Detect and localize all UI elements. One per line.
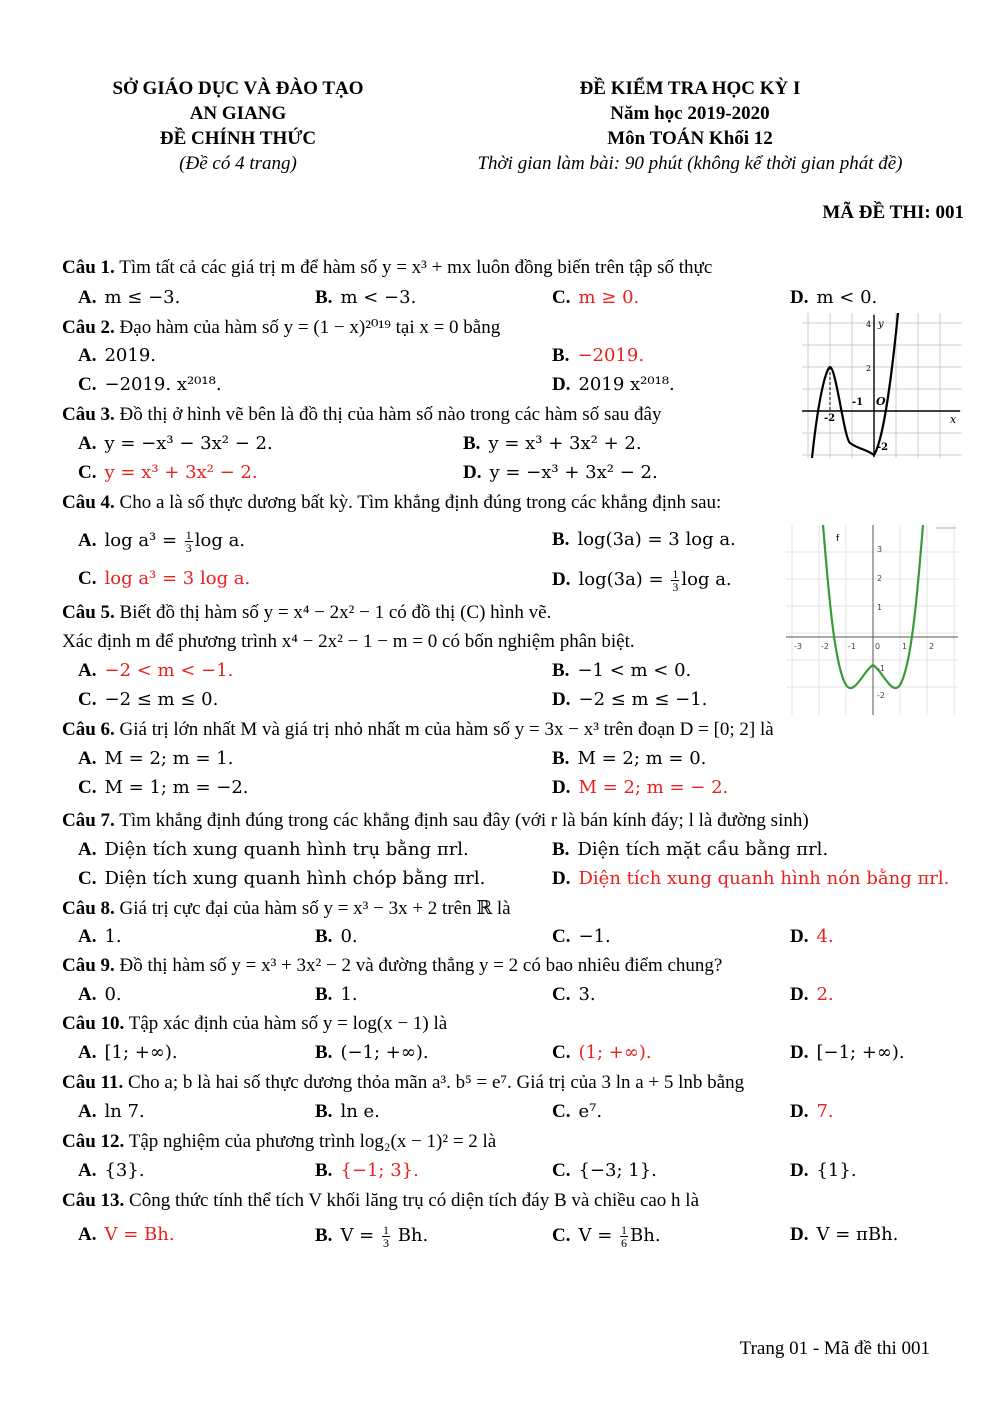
- option-letter: A.: [78, 287, 97, 308]
- question-13-option-b[interactable]: [315, 1224, 428, 1249]
- option-text: e⁷.: [578, 1101, 603, 1122]
- fraction: [382, 1224, 390, 1249]
- option-letter: D.: [552, 374, 571, 395]
- option-text: 1.: [104, 926, 122, 947]
- question-label: Câu 5.: [62, 602, 115, 623]
- option-letter: B.: [552, 660, 570, 681]
- option-letter: D.: [790, 1224, 809, 1245]
- option-text: y = x³ + 3x² − 2.: [104, 462, 258, 483]
- question-5-stem: [62, 602, 551, 624]
- option-letter: D.: [552, 868, 571, 889]
- question-label: Câu 8.: [62, 898, 115, 919]
- question-8-option-a[interactable]: [78, 926, 122, 948]
- question-11-option-d[interactable]: [790, 1101, 834, 1123]
- option-text: y = x³ + 3x² + 2.: [488, 433, 642, 454]
- option-letter: B.: [315, 984, 333, 1005]
- question-text: Công thức tính thể tích V khối lăng trụ có diện tích đáy B và chiều cao h là: [129, 1190, 700, 1211]
- option-text: ln e.: [340, 1101, 380, 1122]
- question-11-option-a[interactable]: [78, 1101, 145, 1123]
- question-7-option-b[interactable]: [552, 839, 828, 861]
- question-13-option-a[interactable]: [78, 1224, 175, 1246]
- question-10-option-a[interactable]: [78, 1042, 178, 1064]
- option-letter: A.: [78, 1042, 97, 1063]
- option-letter: C.: [78, 777, 97, 798]
- option-text: M = 2; m = 0.: [577, 748, 707, 769]
- tick-x-minus3: -3: [794, 642, 802, 651]
- option-letter: C.: [78, 689, 97, 710]
- option-text: {1}.: [816, 1160, 857, 1181]
- tick-minus1: -1: [852, 397, 864, 408]
- question-12-option-b[interactable]: [315, 1160, 419, 1182]
- option-text: M = 2; m = 1.: [104, 748, 234, 769]
- question-label: Câu 13.: [62, 1190, 125, 1211]
- option-letter: C.: [552, 1224, 571, 1246]
- header-right: [440, 76, 940, 176]
- option-letter: D.: [790, 1042, 809, 1063]
- option-letter: B.: [315, 1160, 333, 1181]
- option-letter: A.: [78, 1101, 97, 1122]
- cubic-curve: [812, 313, 898, 458]
- question-8-option-d[interactable]: [790, 926, 834, 948]
- question-4-stem: [62, 492, 721, 514]
- option-text: m < −3.: [340, 287, 417, 308]
- question-4-option-b[interactable]: [552, 529, 736, 551]
- option-text: 2019.: [104, 345, 157, 366]
- question-8-stem: [62, 897, 511, 920]
- option-letter: D.: [790, 1160, 809, 1181]
- question-9-option-c[interactable]: [552, 984, 596, 1006]
- question-text: Tìm khẳng định đúng trong các khẳng định sau đây (với r là bán kính đáy; l là đường sinh): [119, 810, 809, 831]
- question-10-option-b[interactable]: [315, 1042, 429, 1064]
- fraction: [671, 568, 679, 593]
- option-letter: A.: [78, 660, 97, 681]
- question-text: Tập xác định của hàm số y = log(x − 1) là: [128, 1013, 448, 1034]
- school-year: Năm học 2019-2020: [610, 103, 770, 124]
- page-footer: Trang 01 - Mã đề thi 001: [739, 1338, 930, 1359]
- option-letter: A.: [78, 984, 97, 1005]
- tick-x-minus2: -2: [821, 642, 829, 651]
- option-letter: D.: [790, 287, 809, 308]
- option-letter: C.: [78, 868, 97, 889]
- option-text: −1.: [578, 926, 611, 947]
- option-text: −2 ≤ m ≤ −1.: [578, 689, 708, 710]
- option-letter: C.: [552, 926, 571, 947]
- question-3-option-a[interactable]: [78, 433, 273, 455]
- option-letter: B.: [552, 529, 570, 550]
- option-text: log(3a) = 3 log a.: [577, 529, 736, 550]
- question-6-option-b[interactable]: [552, 748, 706, 770]
- fraction-numerator: 1: [382, 1223, 389, 1237]
- option-text: {−1; 3}.: [340, 1160, 419, 1181]
- option-text: Diện tích xung quanh hình trụ bằng πrl.: [104, 839, 469, 860]
- question-1-stem: [62, 257, 712, 279]
- question-5-option-c[interactable]: [78, 689, 218, 711]
- option-letter: B.: [315, 287, 333, 308]
- question-4-option-c[interactable]: [78, 568, 250, 590]
- option-letter: A.: [78, 345, 97, 366]
- question-13-stem: [62, 1190, 699, 1212]
- option-text-tail: Bh.: [630, 1224, 661, 1246]
- department-name: SỞ GIÁO DỤC VÀ ĐÀO TẠO: [112, 78, 364, 99]
- fraction-denominator: 3: [382, 1236, 389, 1250]
- fraction-numerator: 1: [621, 1223, 628, 1237]
- option-letter: A.: [78, 839, 97, 860]
- fraction: [620, 1224, 628, 1249]
- question-9-option-b[interactable]: [315, 984, 358, 1006]
- option-text: Diện tích mặt cầu bằng πrl.: [577, 839, 829, 860]
- option-letter: D.: [463, 462, 482, 483]
- option-text: M = 1; m = −2.: [104, 777, 249, 798]
- option-letter: D.: [790, 1101, 809, 1122]
- question-1-option-b[interactable]: [315, 287, 416, 309]
- question-2-stem: [62, 316, 500, 339]
- question-9-option-d[interactable]: [790, 984, 834, 1006]
- time-limit: Thời gian làm bài: 90 phút (không kể thời gian phát đề): [477, 153, 903, 174]
- option-letter: A.: [78, 1224, 97, 1245]
- y-axis-label: y: [878, 319, 884, 330]
- option-text: (1; +∞).: [578, 1042, 652, 1063]
- question-7-stem: [62, 810, 809, 832]
- question-3-stem: [62, 404, 661, 426]
- question-6-option-a[interactable]: [78, 748, 233, 770]
- option-letter: B.: [552, 839, 570, 860]
- question-4-option-d[interactable]: [552, 568, 732, 593]
- question-3-option-d[interactable]: [463, 462, 658, 484]
- option-text-tail: Bh.: [391, 1224, 429, 1246]
- option-letter: C.: [78, 374, 97, 395]
- question-label: Câu 11.: [62, 1072, 124, 1093]
- option-text: V = πBh.: [816, 1224, 899, 1245]
- question-text: Giá trị lớn nhất M và giá trị nhỏ nhất m của hàm số y = 3x − x³ trên đoạn D = [0; 2] là: [119, 719, 774, 740]
- option-text: 7.: [816, 1101, 834, 1122]
- question-12-stem: [62, 1131, 496, 1153]
- option-text: [1; +∞).: [104, 1042, 178, 1063]
- option-text: ln 7.: [104, 1101, 145, 1122]
- option-text: Diện tích xung quanh hình nón bằng πrl.: [578, 868, 950, 889]
- question-4-option-a[interactable]: [78, 529, 245, 554]
- option-text: V =: [340, 1224, 380, 1246]
- option-letter: B.: [552, 345, 570, 366]
- question-7-option-d[interactable]: [552, 868, 949, 890]
- question-text: Tìm tất cả các giá trị m để hàm số y = x³ + mx luôn đồng biến trên tập số thực: [119, 257, 713, 278]
- option-letter: B.: [315, 1224, 333, 1246]
- question-text: Đồ thị hàm số y = x³ + 3x² − 2 và đường thẳng y = 2 có bao nhiêu điểm chung?: [119, 955, 723, 976]
- question-3-option-c[interactable]: [78, 462, 258, 484]
- option-letter: A.: [78, 748, 97, 769]
- option-text: 2019 x²⁰¹⁸.: [578, 374, 675, 395]
- option-text: −2 ≤ m ≤ 0.: [104, 689, 219, 710]
- option-text: m ≥ 0.: [578, 287, 640, 308]
- question-5-option-b[interactable]: [552, 660, 691, 682]
- question-5-option-d[interactable]: [552, 689, 707, 711]
- question-text: Tập nghiệm của phương trình log₂(x − 1)² = 2 là: [128, 1131, 497, 1152]
- fraction-numerator: 1: [185, 528, 192, 542]
- fraction-denominator: 6: [621, 1236, 628, 1250]
- option-letter: B.: [315, 926, 333, 947]
- option-letter: B.: [315, 1101, 333, 1122]
- option-text: log(3a) =: [578, 568, 670, 590]
- origin-label: O: [876, 395, 886, 408]
- option-letter: D.: [790, 926, 809, 947]
- x-axis-label: x: [950, 413, 957, 426]
- option-text: −1 < m < 0.: [577, 660, 692, 681]
- question-8-option-c[interactable]: [552, 926, 611, 948]
- option-letter: C.: [78, 462, 97, 483]
- option-text: (−1; +∞).: [340, 1042, 429, 1063]
- question-10-option-d[interactable]: [790, 1042, 905, 1064]
- subject: Môn TOÁN Khối 12: [607, 128, 773, 149]
- option-letter: B.: [552, 748, 570, 769]
- option-letter: D.: [790, 984, 809, 1005]
- option-text: y = −x³ − 3x² − 2.: [104, 433, 273, 454]
- option-text: log a³ = 3 log a.: [104, 568, 251, 589]
- option-text: −2 < m < −1.: [104, 660, 234, 681]
- question-10-stem: [62, 1013, 447, 1035]
- option-letter: D.: [552, 568, 571, 590]
- question-11-option-b[interactable]: [315, 1101, 380, 1123]
- option-text: [−1; +∞).: [816, 1042, 905, 1063]
- tick-x0: 0: [875, 642, 881, 651]
- question-label: Câu 2.: [62, 317, 115, 338]
- option-text-tail: log a.: [681, 568, 732, 590]
- question-2-option-d[interactable]: [552, 374, 675, 396]
- question-label: Câu 12.: [62, 1131, 125, 1152]
- option-letter: D.: [552, 689, 571, 710]
- question-12-option-d[interactable]: [790, 1160, 857, 1182]
- fraction-numerator: 1: [672, 567, 679, 581]
- question-1-option-a[interactable]: [78, 287, 180, 309]
- question-text: Giá trị cực đại của hàm số y = x³ − 3x + 2 trên ℝ là: [119, 898, 511, 919]
- question-3-option-b[interactable]: [463, 433, 642, 455]
- grid: [802, 313, 962, 458]
- option-text: y = −x³ + 3x² − 2.: [489, 462, 658, 483]
- question-6-stem: [62, 719, 774, 741]
- option-text: 0.: [340, 926, 358, 947]
- option-letter: C.: [552, 1042, 571, 1063]
- question-11-option-c[interactable]: [552, 1101, 602, 1123]
- exam-code: MÃ ĐỀ THI: 001: [822, 202, 964, 223]
- question-label: Câu 4.: [62, 492, 115, 513]
- question-8-option-b[interactable]: [315, 926, 358, 948]
- option-text: V = Bh.: [104, 1224, 175, 1245]
- page-count: (Đề có 4 trang): [179, 153, 297, 174]
- official-label: ĐỀ CHÍNH THỨC: [159, 128, 317, 149]
- question-12-option-c[interactable]: [552, 1160, 657, 1182]
- option-text: m < 0.: [816, 287, 878, 308]
- question-text: Biết đồ thị hàm số y = x⁴ − 2x² − 1 có đồ thị (C) hình vẽ.: [119, 602, 552, 623]
- option-letter: A.: [78, 529, 97, 551]
- tick-y-minus2: -2: [877, 442, 889, 453]
- question-text: Đồ thị ở hình vẽ bên là đồ thị của hàm số nào trong các hàm số sau đây: [119, 404, 662, 425]
- option-letter: A.: [78, 926, 97, 947]
- question-11-stem: [62, 1072, 744, 1094]
- tick-y2: 2: [866, 364, 872, 373]
- exam-title: ĐỀ KIỂM TRA HỌC KỲ I: [579, 78, 801, 99]
- question-5-option-a[interactable]: [78, 660, 233, 682]
- question-label: Câu 6.: [62, 719, 115, 740]
- option-text: −2019.: [577, 345, 645, 366]
- question-13-option-c[interactable]: [552, 1224, 661, 1249]
- option-text: V =: [578, 1224, 619, 1246]
- option-text-tail: log a.: [194, 529, 246, 551]
- tick-y-minus2: -2: [877, 691, 885, 700]
- question-2-option-c[interactable]: [78, 374, 222, 396]
- question-label: Câu 3.: [62, 404, 115, 425]
- tick-y3: 3: [877, 545, 883, 554]
- question-label: Câu 10.: [62, 1013, 125, 1034]
- province-name: AN GIANG: [189, 103, 287, 124]
- question-text: Đạo hàm của hàm số y = (1 − x)²⁰¹⁹ tại x = 0 bằng: [119, 317, 501, 338]
- option-text: −2019. x²⁰¹⁸.: [104, 374, 222, 395]
- option-text: 2.: [816, 984, 834, 1005]
- quartic-graph-figure: [786, 525, 958, 715]
- option-letter: A.: [78, 433, 97, 454]
- question-1-option-d[interactable]: [790, 287, 877, 309]
- option-text: 3.: [578, 984, 596, 1005]
- question-2-option-a[interactable]: [78, 345, 156, 367]
- option-text: log a³ =: [104, 529, 183, 551]
- option-text: M = 2; m = − 2.: [578, 777, 729, 798]
- tick-y-minus1: -1: [877, 664, 885, 673]
- option-letter: C.: [78, 568, 97, 589]
- question-1-option-c[interactable]: [552, 287, 639, 309]
- question-9-stem: [62, 955, 722, 977]
- question-text: Cho a; b là hai số thực dương thỏa mãn a³. b⁵ = e⁷. Giá trị của 3 ln a + 5 lnb bằng: [128, 1072, 745, 1093]
- question-5-stem-line2: Xác định m để phương trình x⁴ − 2x² − 1 − m = 0 có bốn nghiệm phân biệt.: [62, 631, 635, 652]
- option-text: Diện tích xung quanh hình chóp bằng πrl.: [104, 868, 486, 889]
- tick-y1: 1: [877, 603, 883, 612]
- option-text: 0.: [104, 984, 122, 1005]
- header-left: [88, 76, 388, 176]
- question-12-option-a[interactable]: [78, 1160, 145, 1182]
- option-letter: C.: [552, 1101, 571, 1122]
- question-7-option-a[interactable]: [78, 839, 469, 861]
- question-text: Cho a là số thực dương bất kỳ. Tìm khẳng định đúng trong các khẳng định sau:: [119, 492, 722, 513]
- option-letter: C.: [552, 984, 571, 1005]
- option-text: {−3; 1}.: [578, 1160, 657, 1181]
- tick-minus2: -2: [824, 413, 836, 424]
- option-letter: C.: [552, 287, 571, 308]
- option-letter: B.: [463, 433, 481, 454]
- question-2-option-b[interactable]: [552, 345, 644, 367]
- question-9-option-a[interactable]: [78, 984, 122, 1006]
- tick-y4: 4: [866, 320, 872, 329]
- option-letter: C.: [552, 1160, 571, 1181]
- cubic-graph-figure: [802, 313, 962, 458]
- question-label: Câu 1.: [62, 257, 115, 278]
- tick-x2: 2: [929, 642, 935, 651]
- option-text: {3}.: [104, 1160, 145, 1181]
- question-label: Câu 7.: [62, 810, 115, 831]
- question-13-option-d[interactable]: [790, 1224, 898, 1246]
- tick-y2: 2: [877, 574, 883, 583]
- option-text: 4.: [816, 926, 834, 947]
- tick-x-minus1: -1: [848, 642, 856, 651]
- question-6-option-c[interactable]: [78, 777, 249, 799]
- option-text: 1.: [340, 984, 358, 1005]
- option-letter: A.: [78, 1160, 97, 1181]
- question-10-option-c[interactable]: [552, 1042, 652, 1064]
- fraction: [185, 529, 193, 554]
- fraction-denominator: 3: [672, 580, 679, 594]
- question-label: Câu 9.: [62, 955, 115, 976]
- question-6-option-d[interactable]: [552, 777, 728, 799]
- function-label: f: [836, 534, 840, 544]
- fraction-denominator: 3: [185, 541, 192, 555]
- option-letter: B.: [315, 1042, 333, 1063]
- question-7-option-c[interactable]: [78, 868, 485, 890]
- option-letter: D.: [552, 777, 571, 798]
- option-text: m ≤ −3.: [104, 287, 181, 308]
- tick-x1: 1: [902, 642, 908, 651]
